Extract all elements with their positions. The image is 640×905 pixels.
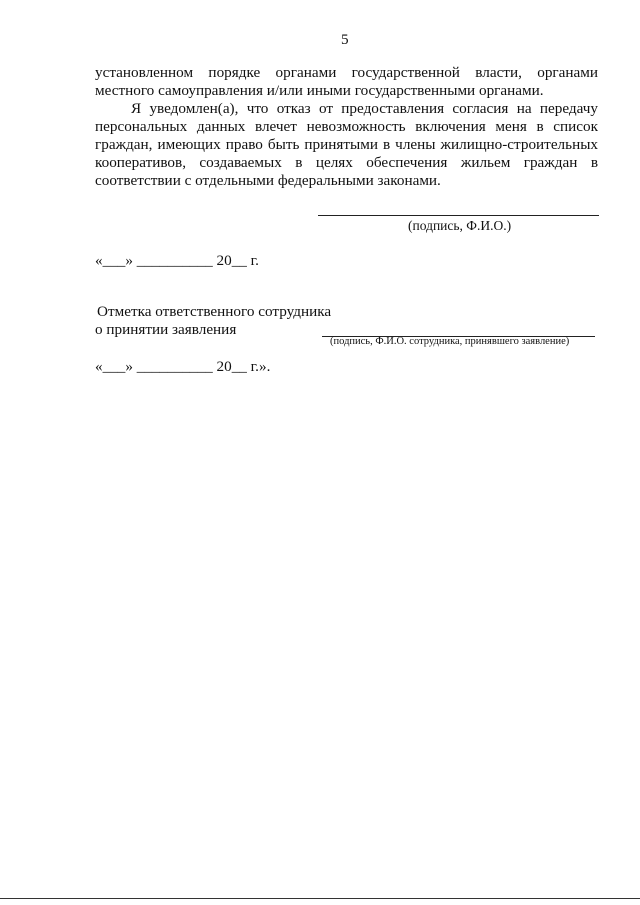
text-line: персональных данных влечет невозможность включения меня в список	[95, 118, 598, 135]
date-field: «___» __________ 20__ г.	[95, 252, 259, 269]
date-field-employee: «___» __________ 20__ г.».	[95, 358, 271, 375]
employee-mark-subtitle: о принятии заявления	[95, 321, 237, 338]
signature-caption: (подпись, Ф.И.О.)	[408, 218, 512, 233]
employee-signature-caption: (подпись, Ф.И.О. сотрудника, принявшего заявление)	[330, 336, 570, 347]
text-line: граждан, имеющих право быть принятыми в члены жилищно-строительных	[95, 136, 598, 153]
text-line: местного самоуправления и/или иными государственными органами.	[95, 82, 544, 99]
text-line: соответствии с отдельными федеральными законами.	[95, 172, 441, 189]
text-line: установленном порядке органами государственной власти, органами	[95, 64, 598, 81]
page-bottom-edge	[0, 898, 640, 899]
signature-line	[318, 215, 599, 216]
text-line: кооперативов, создаваемых в целях обеспечения жильем граждан в	[95, 154, 598, 171]
page-number: 5	[341, 31, 349, 48]
employee-mark-title: Отметка ответственного сотрудника	[97, 303, 332, 320]
text-line: Я уведомлен(а), что отказ от предоставления согласия на передачу	[131, 100, 598, 117]
